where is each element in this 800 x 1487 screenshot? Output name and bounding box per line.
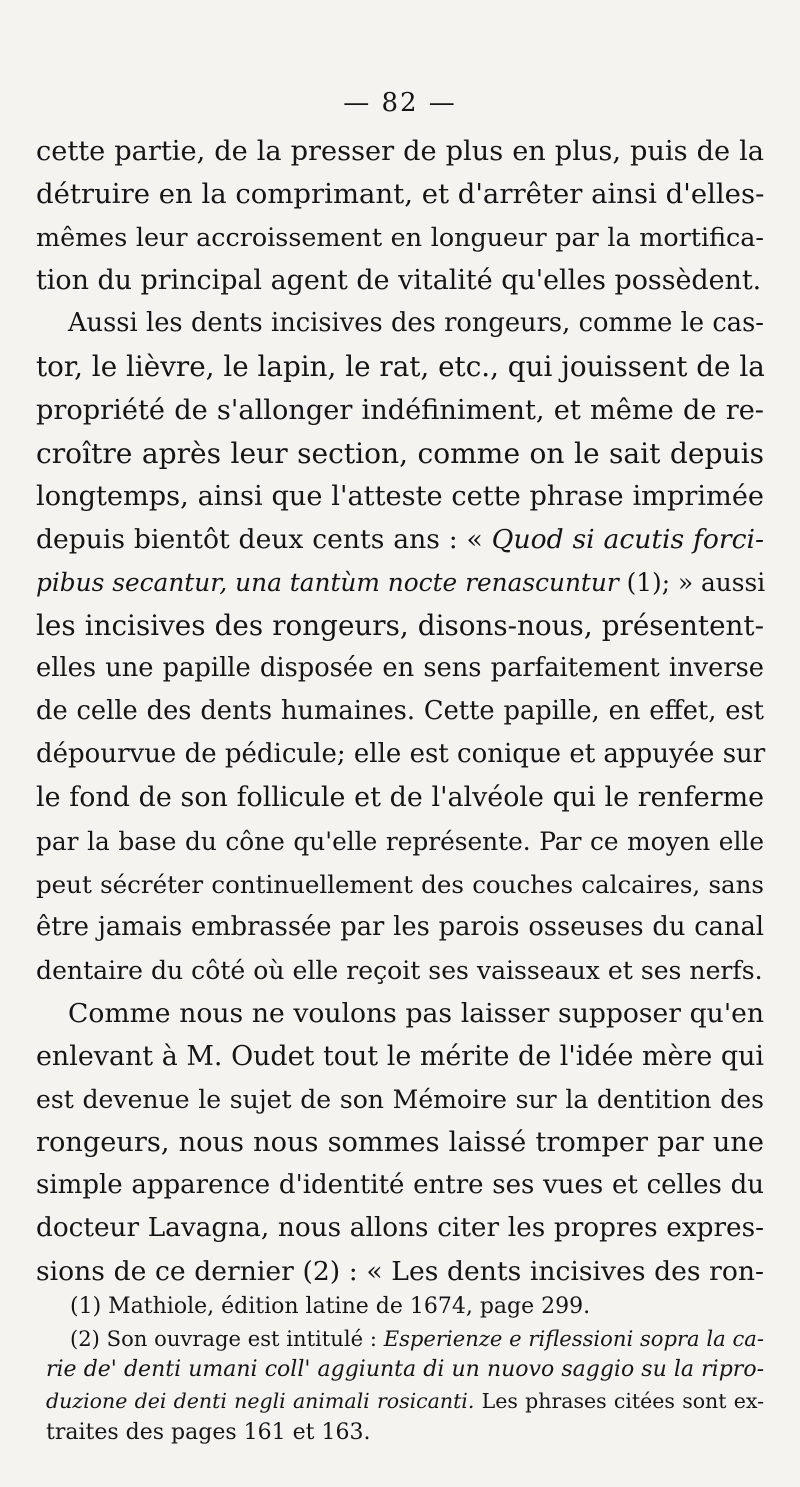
footnote-1: (1) Mathiole, édition latine de 1674, page 299. (70, 1294, 591, 1319)
text-line: sions de ce dernier (2) : « Les dents incisives des ron- (36, 1256, 764, 1288)
text-line: rongeurs, nous nous sommes laissé tromper par une (36, 1127, 764, 1159)
text-line: croître après leur section, comme on le sait depuis (36, 436, 764, 470)
text-line: tion du principal agent de vitalité qu'elles possèdent. (36, 265, 762, 297)
text-line: simple apparence d'identité entre ses vues et celles du (36, 1170, 764, 1201)
text-line: détruire en la comprimant, et d'arrêter ainsi d'elles- (36, 178, 765, 211)
text-line: les incisives des rongeurs, disons-nous, présentent- (36, 609, 764, 643)
text-run: (1); » aussi (618, 567, 766, 597)
text-line: dépourvue de pédicule; elle est conique et appuyée sur (36, 739, 766, 770)
text-line: être jamais embrassée par les parois osseuses du canal (36, 911, 764, 942)
footnote-2-line (46, 1354, 764, 1386)
text-line: propriété de s'allonger indéfiniment, et même de re- (36, 394, 764, 426)
page-number: — 82 — (343, 88, 457, 118)
text-line: elles une papille disposée en sens parfaitement inverse (36, 653, 764, 684)
text-run: Les phrases citées sont ex- (474, 1388, 764, 1413)
text-line: Aussi les dents incisives des rongeurs, comme le cas- (68, 308, 764, 339)
book-title: Esperienze e riflessioni sopra la ca- (383, 1325, 764, 1351)
text-line: peut sécréter continuellement des couches calcaires, sans (36, 869, 764, 899)
footnote-2 (46, 1323, 764, 1355)
body-text (36, 130, 764, 1294)
text-line: dentaire du côté où elle reçoit ses vaisseaux et ses nerfs. (36, 955, 763, 985)
footnotes (46, 1291, 764, 1449)
footnote-2-line (46, 1386, 764, 1418)
text-run: depuis bientôt deux cents ans : « (36, 523, 492, 555)
footnote-2-line: traites des pages 161 et 163. (46, 1420, 371, 1446)
text-line: tor, le lièvre, le lapin, le rat, etc., qui jouissent de la (36, 350, 765, 384)
text-line: Comme nous ne voulons pas laisser supposer qu'en (68, 997, 764, 1029)
text-line: le fond de son follicule et de l'alvéole qui le renferme (36, 782, 764, 814)
book-title: duzione dei denti negli animali rosicanti. (46, 1388, 475, 1413)
text-line: longtemps, ainsi que l'atteste cette phrase imprimée (36, 480, 764, 512)
text-line: enlevant à M. Oudet tout le mérite de l'idée mère qui (36, 1040, 764, 1072)
text-line: est devenue le sujet de son Mémoire sur la dentition des (36, 1085, 764, 1115)
text-line: cette partie, de la presser de plus en plus, puis de la (36, 136, 764, 167)
book-title: rie de' denti umani coll' aggiunta di un nuovo saggio su la ripro- (46, 1357, 764, 1383)
text-run: (2) Son ouvrage est intitulé : (70, 1325, 384, 1351)
text-line: de celle des dents humaines. Cette papille, en effet, est (36, 696, 764, 727)
text-line: par la base du cône qu'elle représente. Par ce moyen elle (36, 826, 764, 856)
text-line (36, 561, 764, 604)
text-line: docteur Lavagna, nous allons citer les propres expres- (36, 1213, 764, 1244)
text-line: mêmes leur accroissement en longueur par la mortifica- (36, 222, 764, 253)
text-line (36, 518, 764, 561)
latin-quote: Quod si acutis forci- (491, 523, 764, 555)
latin-quote: pibus secantur, una tantùm nocte renascuntur (36, 567, 619, 597)
